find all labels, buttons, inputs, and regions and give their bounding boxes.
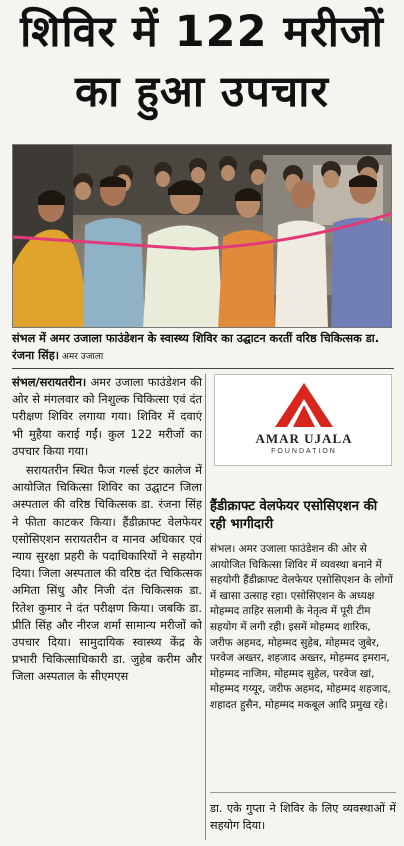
logo-wordmark: AMAR UJALA bbox=[255, 431, 353, 446]
logo-subtitle: FOUNDATION bbox=[271, 448, 337, 455]
headline-line-2: का हुआ उपचार bbox=[75, 67, 329, 117]
photo-ribbon-cutting-icon bbox=[13, 145, 392, 328]
main-para-2: सरायतरीन स्थित फैज गर्ल्स इंटर कालेज में आयोजित चिकित्सा शिविर का उद्घाटन जिला अस्पताल की वरिष्ठ चिकित्सक डा. रंजना सिंह ने फीता काटकर किया। हैंडीक्राफ्ट वेलफेयर एसोसिएशन सरायतरीन व मानव अधिकार एवं न्याय सुरक्षा प्रहरी के पदाधिकारियों ने सहयोग दिया। जिला अस्पताल की वरिष्ठ दंत चिकित्सक अमिता सिंधु और निजी दंत चिकित्सक डा. रितेश कुमार ने दंत परीक्षण किया। जबकि डा. प्रीति सिंह और नीरज शर्मा सामान्य मरीजों को उपचार दिया। सामुदायिक स्वास्थ्य केंद्र के प्रभारी चिकित्साधिकारी डा. जुहेब करीम और जिला अस्पताल के सीएमएस bbox=[12, 463, 202, 684]
divider bbox=[12, 368, 394, 369]
sidebar-headline: हैंडीक्राफ्ट वेलफेयर एसोसिएशन की रही भागीदारी bbox=[210, 499, 378, 532]
news-photo bbox=[12, 144, 392, 328]
amar-ujala-logo-icon bbox=[273, 381, 335, 429]
headline bbox=[0, 2, 404, 122]
amar-ujala-foundation-logo bbox=[214, 374, 392, 466]
dateline: संभल/सरायतरीन। bbox=[12, 375, 87, 389]
column-divider bbox=[205, 374, 206, 840]
caption-text: संभल में अमर उजाला फाउंडेशन के स्वास्थ्य शिविर का उद्घाटन करतीं वरिष्ठ चिकित्सक डा. रंजना सिंह। bbox=[12, 332, 379, 362]
sidebar-divider bbox=[210, 792, 396, 793]
main-para-1: अमर उजाला फाउंडेशन की ओर से मंगलवार को निशुल्क चिकित्सा एवं दंत परीक्षण शिविर लगाया गया। शिविर में दवाएं भी मुहैया कराई गईं। कुल 122 मरीजों का उपचार किया गया। bbox=[12, 375, 202, 458]
sidebar-body: संभल। अमर उजाला फाउंडेशन की ओर से आयोजित चिकित्सा शिविर में व्यवस्था बनाने में सहयोगी हैंडीक्राफ्ट वेलफेयर एसोसिएशन के लोगों में खासा उत्साह रहा। एसोसिएशन के अध्यक्ष मोहम्मद ताहिर सलामी के नेतृत्व में पूरी टीम सहयोग में लगी रही। इसमें मोहम्मद शारिक, जरीफ अहमद, मोहम्मद सुहेब, मोहम्मद जुबेर, परवेज अख्तर, शहजाद अख्तर, मोहम्मद इमरान, मोहम्मद नाजिम, मोहम्मद सुहेल, परवेज खां, मोहम्मद गय्यूर, जरीफ अहमद, मोहम्मद शहजाद, शहादत हुसैन, मोहम्मद मकबूल आदि प्रमुख रहे। bbox=[210, 543, 393, 711]
photo-caption bbox=[12, 330, 394, 366]
caption-credit: अमर उजाला bbox=[61, 352, 104, 362]
headline-line-1: शिविर में 122 मरीजों bbox=[20, 7, 384, 57]
sidebar-footer: डा. एके गुप्ता ने शिविर के लिए व्यवस्थाओं में सहयोग दिया। bbox=[210, 802, 396, 832]
main-story bbox=[12, 374, 202, 686]
